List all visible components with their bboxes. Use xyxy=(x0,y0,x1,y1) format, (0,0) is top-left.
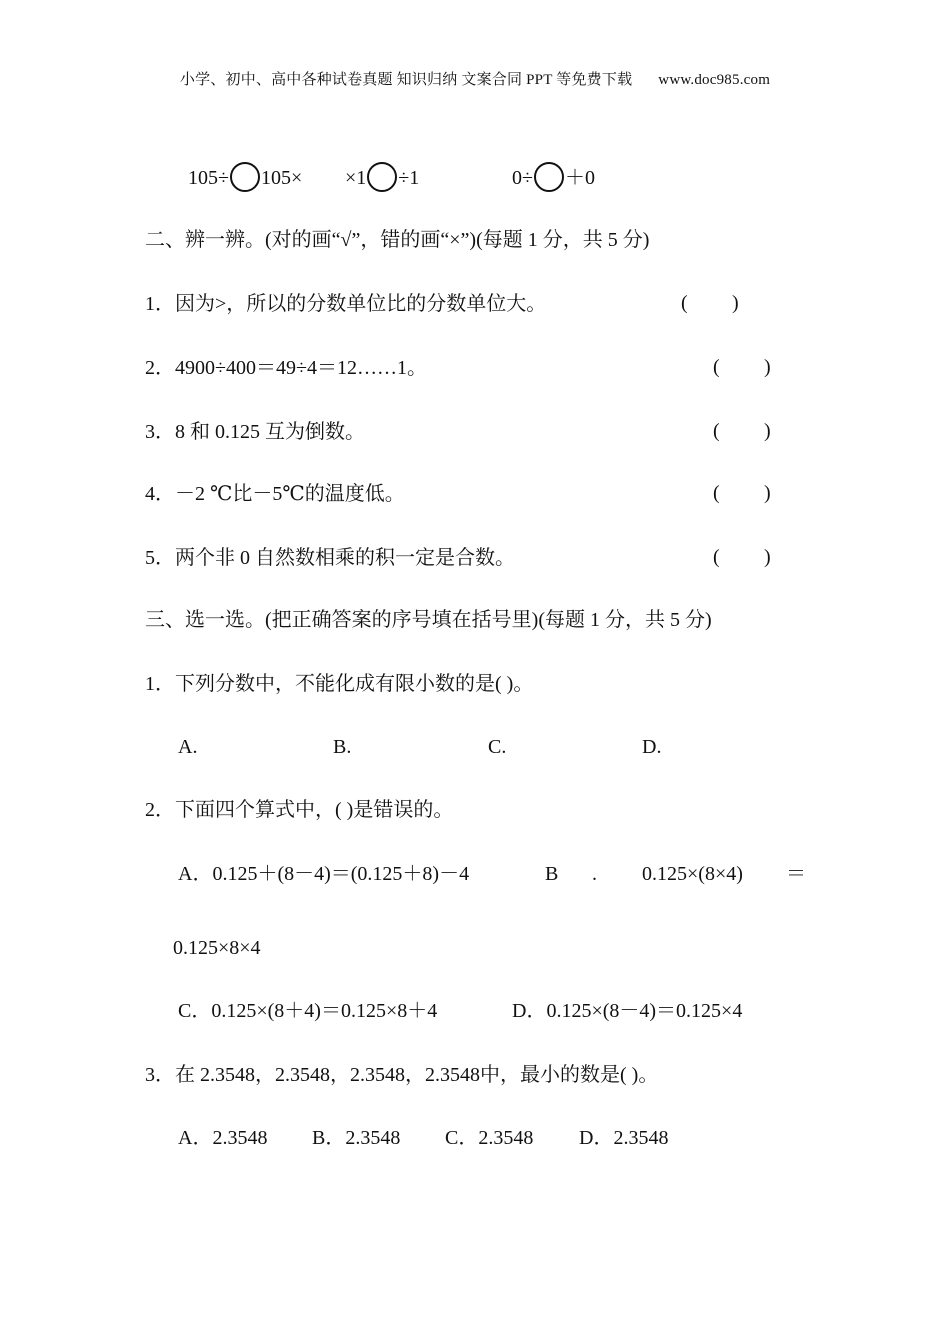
compare-1-left: 105÷ xyxy=(188,167,229,189)
q2-option-a[interactable]: A．0.125＋(8－4)＝(0.125＋8)－4 xyxy=(178,863,470,885)
choice-q1: 1．下列分数中，不能化成有限小数的是( )。 xyxy=(145,673,534,695)
compare-2-left: ×1 xyxy=(345,167,367,189)
q2-option-c[interactable]: C．0.125×(8＋4)＝0.125×8＋4 xyxy=(178,1000,438,1022)
compare-3-left: 0÷ xyxy=(512,167,533,189)
header-text: 小学、初中、高中各种试卷真题 知识归纳 文案合同 PPT 等免费下载 xyxy=(179,72,633,88)
judge-paren-3-close: ) xyxy=(764,420,771,442)
q3-option-d[interactable]: D．2.3548 xyxy=(579,1127,669,1149)
judge-paren-3-open: ( xyxy=(713,420,720,442)
q3-option-a[interactable]: A．2.3548 xyxy=(178,1127,268,1149)
judge-paren-1-close: ) xyxy=(732,292,739,314)
judge-item-5: 5．两个非 0 自然数相乘的积一定是合数。 xyxy=(145,547,515,569)
header-url: www.doc985.com xyxy=(658,72,771,88)
compare-3-right: ＋0 xyxy=(564,167,595,189)
compare-item-3 xyxy=(512,162,595,192)
q2-option-b-eq: ＝ xyxy=(786,863,806,885)
section2-title: 二、辨一辨。(对的画“√”，错的画“×”)(每题 1 分，共 5 分) xyxy=(145,229,650,251)
judge-item-4: 4．－2 ℃比－5℃的温度低。 xyxy=(145,483,405,505)
judge-item-3: 3．8 和 0.125 互为倒数。 xyxy=(145,421,365,443)
judge-paren-1-open: ( xyxy=(681,292,688,314)
q2-option-b-cont: 0.125×8×4 xyxy=(173,937,261,959)
judge-item-1: 1．因为>，所以的分数单位比的分数单位大。 xyxy=(145,293,547,315)
judge-paren-4-open: ( xyxy=(713,482,720,504)
judge-paren-2-close: ) xyxy=(764,356,771,378)
q1-option-c[interactable]: C. xyxy=(488,736,507,758)
section3-title: 三、选一选。(把正确答案的序号填在括号里)(每题 1 分，共 5 分) xyxy=(145,609,712,631)
judge-item-2: 2．4900÷400＝49÷4＝12……1。 xyxy=(145,357,427,379)
q3-option-c[interactable]: C．2.3548 xyxy=(445,1127,534,1149)
q2-option-d[interactable]: D．0.125×(8－4)＝0.125×4 xyxy=(512,1000,743,1022)
judge-paren-5-close: ) xyxy=(764,546,771,568)
choice-q2: 2．下面四个算式中，( )是错误的。 xyxy=(145,799,454,821)
judge-paren-4-close: ) xyxy=(764,482,771,504)
compare-2-right: ÷1 xyxy=(398,167,420,189)
q1-option-b[interactable]: B. xyxy=(333,736,352,758)
judge-paren-5-open: ( xyxy=(713,546,720,568)
q1-option-a[interactable]: A. xyxy=(178,736,198,758)
choice-q3: 3．在 2.3548，2.3548，2.3548，2.3548中，最小的数是( )。 xyxy=(145,1064,659,1086)
page-header xyxy=(0,68,950,89)
compare-circle-3[interactable] xyxy=(534,162,564,192)
q2-option-b-label[interactable]: B xyxy=(545,863,559,885)
q1-option-d[interactable]: D. xyxy=(642,736,662,758)
judge-paren-2-open: ( xyxy=(713,356,720,378)
compare-item-2 xyxy=(345,162,419,192)
q2-option-b-expr: 0.125×(8×4) xyxy=(642,863,743,885)
compare-circle-1[interactable] xyxy=(230,162,260,192)
q2-option-b-dot: . xyxy=(592,863,597,885)
compare-circle-2[interactable] xyxy=(367,162,397,192)
q3-option-b[interactable]: B．2.3548 xyxy=(312,1127,401,1149)
compare-1-right: 105× xyxy=(260,167,303,189)
compare-item-1 xyxy=(188,162,302,192)
